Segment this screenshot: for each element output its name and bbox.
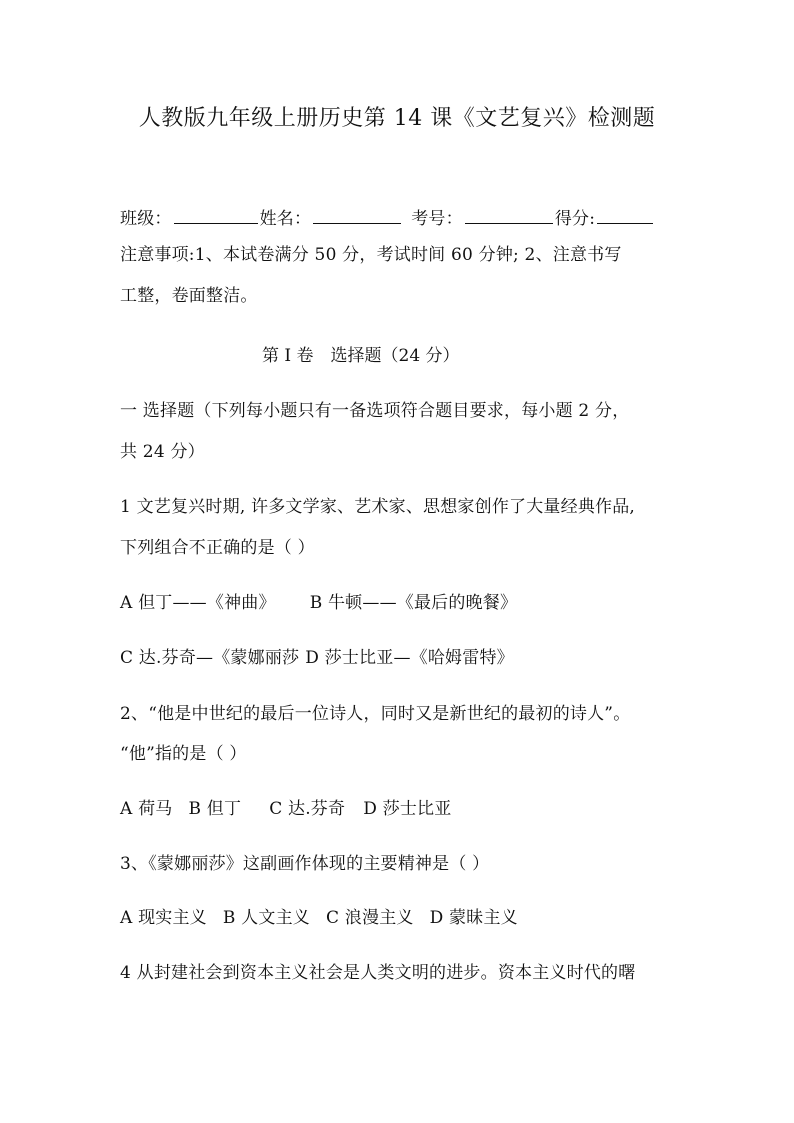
option-a[interactable]: A 现实主义	[120, 908, 207, 928]
name-blank[interactable]	[313, 207, 401, 224]
page-title: 人教版九年级上册历史第 14 课《文艺复兴》检测题	[138, 106, 656, 131]
question-3-stem-line-1: 3、《蒙娜丽莎》这副画作体现的主要精神是（ ）	[120, 854, 490, 874]
score-blank[interactable]	[597, 207, 653, 224]
name-label: 姓名：	[259, 209, 312, 229]
option-a[interactable]: A 但丁——《神曲》	[120, 593, 276, 613]
notice-line-2: 工整，卷面整洁。	[120, 286, 258, 306]
class-blank[interactable]	[174, 207, 258, 224]
question-1-stem-line-1: 1 文艺复兴时期, 许多文学家、艺术家、思想家创作了大量经典作品,	[120, 497, 636, 517]
question-2-stem-line-1: 2、“他是中世纪的最后一位诗人，同时又是新世纪的最初的诗人”。	[120, 704, 631, 724]
option-d[interactable]: D 蒙昧主义	[429, 908, 518, 928]
part-heading-line-2: 共 24 分）	[120, 442, 205, 462]
part-heading-line-1: 一 选择题（下列每小题只有一备选项符合题目要求，每小题 2 分，	[120, 401, 630, 421]
option-b[interactable]: B 人文主义	[222, 908, 310, 928]
question-4-stem-line-1: 4 从封建社会到资本主义社会是人类文明的进步。资本主义时代的曙	[120, 963, 636, 983]
option-c[interactable]: C 达.芬奇	[269, 799, 346, 819]
question-2-options	[120, 798, 680, 820]
question-1-options-row-2	[120, 647, 680, 669]
option-d[interactable]: D 莎士比亚—《哈姆雷特》	[305, 648, 514, 668]
question-1-options-row-1	[120, 592, 680, 614]
score-label: 得分:	[554, 209, 596, 229]
option-b[interactable]: B 牛顿——《最后的晚餐》	[309, 593, 518, 613]
option-c[interactable]: C 达.芬奇—《蒙娜丽莎	[120, 648, 300, 668]
class-label: 班级：	[120, 209, 172, 229]
question-1-stem-line-2: 下列组合不正确的是（ ）	[120, 538, 315, 558]
question-3-options	[120, 907, 680, 929]
section-title: 第 I 卷 选择题（24 分）	[262, 346, 460, 366]
exam-no-label: 考号：	[411, 209, 463, 229]
question-2-stem-line-2: “他”指的是（ ）	[120, 744, 247, 764]
option-d[interactable]: D 莎士比亚	[363, 799, 452, 819]
exam-no-blank[interactable]	[465, 207, 553, 224]
notice-line-1: 注意事项:1、本试卷满分 50 分，考试时间 60 分钟; 2、注意书写	[120, 245, 622, 265]
student-info-row	[120, 207, 680, 230]
option-a[interactable]: A 荷马	[120, 799, 173, 819]
option-b[interactable]: B 但丁	[188, 799, 242, 819]
option-c[interactable]: C 浪漫主义	[326, 908, 414, 928]
